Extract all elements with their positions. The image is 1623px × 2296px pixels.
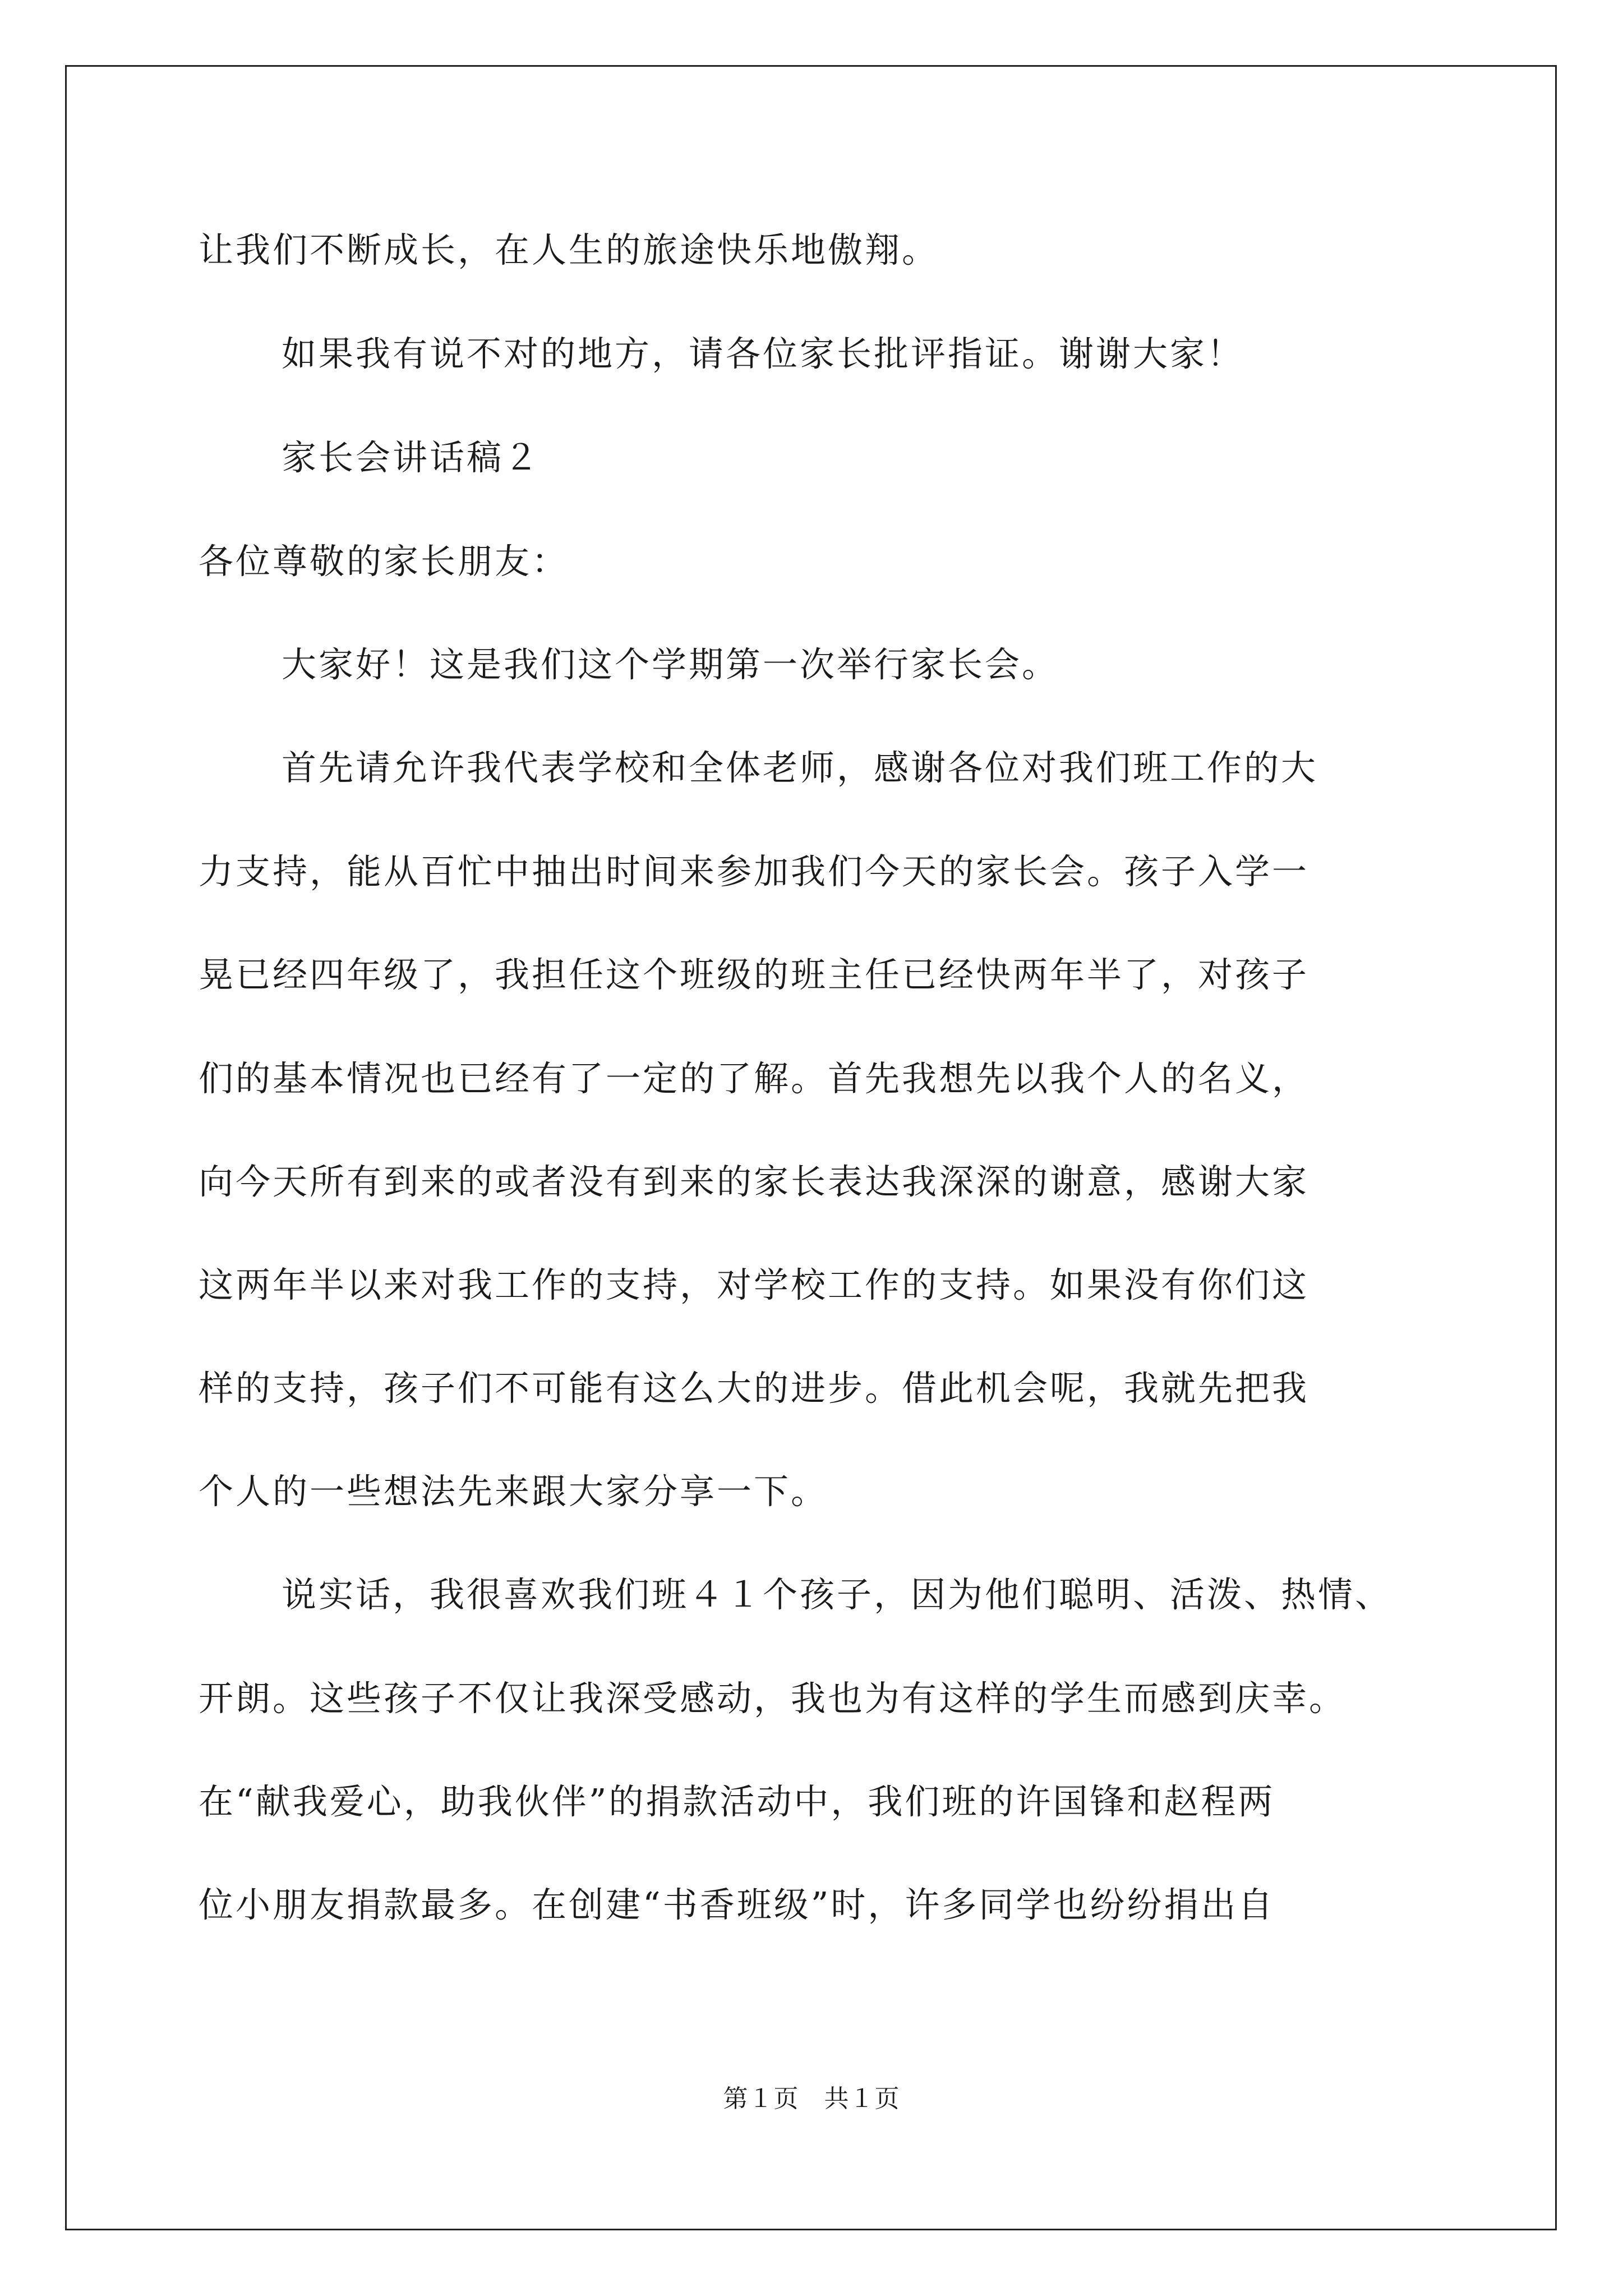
page-number-footer: 第１页 共１页: [723, 2085, 900, 2113]
body-line-11: 这两年半以来对我工作的支持，对学校工作的支持。如果没有你们这: [199, 1264, 1310, 1305]
salutation: 各位尊敬的家长朋友：: [199, 541, 569, 582]
body-line-1: 让我们不断成长，在人生的旅途快乐地傲翔。: [199, 229, 939, 270]
section-heading: 家长会讲话稿２: [282, 437, 541, 478]
body-line-12: 样的支持，孩子们不可能有这么大的进步。借此机会呢，我就先把我: [199, 1368, 1310, 1409]
body-line-7: 力支持，能从百忙中抽出时间来参加我们今天的家长会。孩子入学一: [199, 851, 1310, 892]
body-line-8: 晃已经四年级了，我担任这个班级的班主任已经快两年半了，对孩子: [199, 954, 1310, 995]
body-line-10: 向今天所有到来的或者没有到来的家长表达我深深的谢意，感谢大家: [199, 1161, 1310, 1202]
body-line-6: 首先请允许我代表学校和全体老师，感谢各位对我们班工作的大: [282, 747, 1318, 788]
body-line-9: 们的基本情况也已经有了一定的了解。首先我想先以我个人的名义，: [199, 1058, 1310, 1099]
body-line-16: 在“献我爱心，助我伙伴”的捐款活动中，我们班的许国锋和赵程两: [199, 1781, 1275, 1822]
body-line-15: 开朗。这些孩子不仅让我深受感动，我也为有这样的学生而感到庆幸。: [199, 1678, 1347, 1719]
body-line-5: 大家好！这是我们这个学期第一次举行家长会。: [282, 644, 1059, 685]
body-line-14: 说实话，我很喜欢我们班４１个孩子，因为他们聪明、活泼、热情、: [282, 1574, 1393, 1615]
body-line-13: 个人的一些想法先来跟大家分享一下。: [199, 1471, 828, 1512]
body-line-2: 如果我有说不对的地方，请各位家长批评指证。谢谢大家！: [282, 333, 1244, 374]
body-line-17: 位小朋友捐款最多。在创建“书香班级”时，许多同学也纷纷捐出自: [199, 1884, 1275, 1925]
